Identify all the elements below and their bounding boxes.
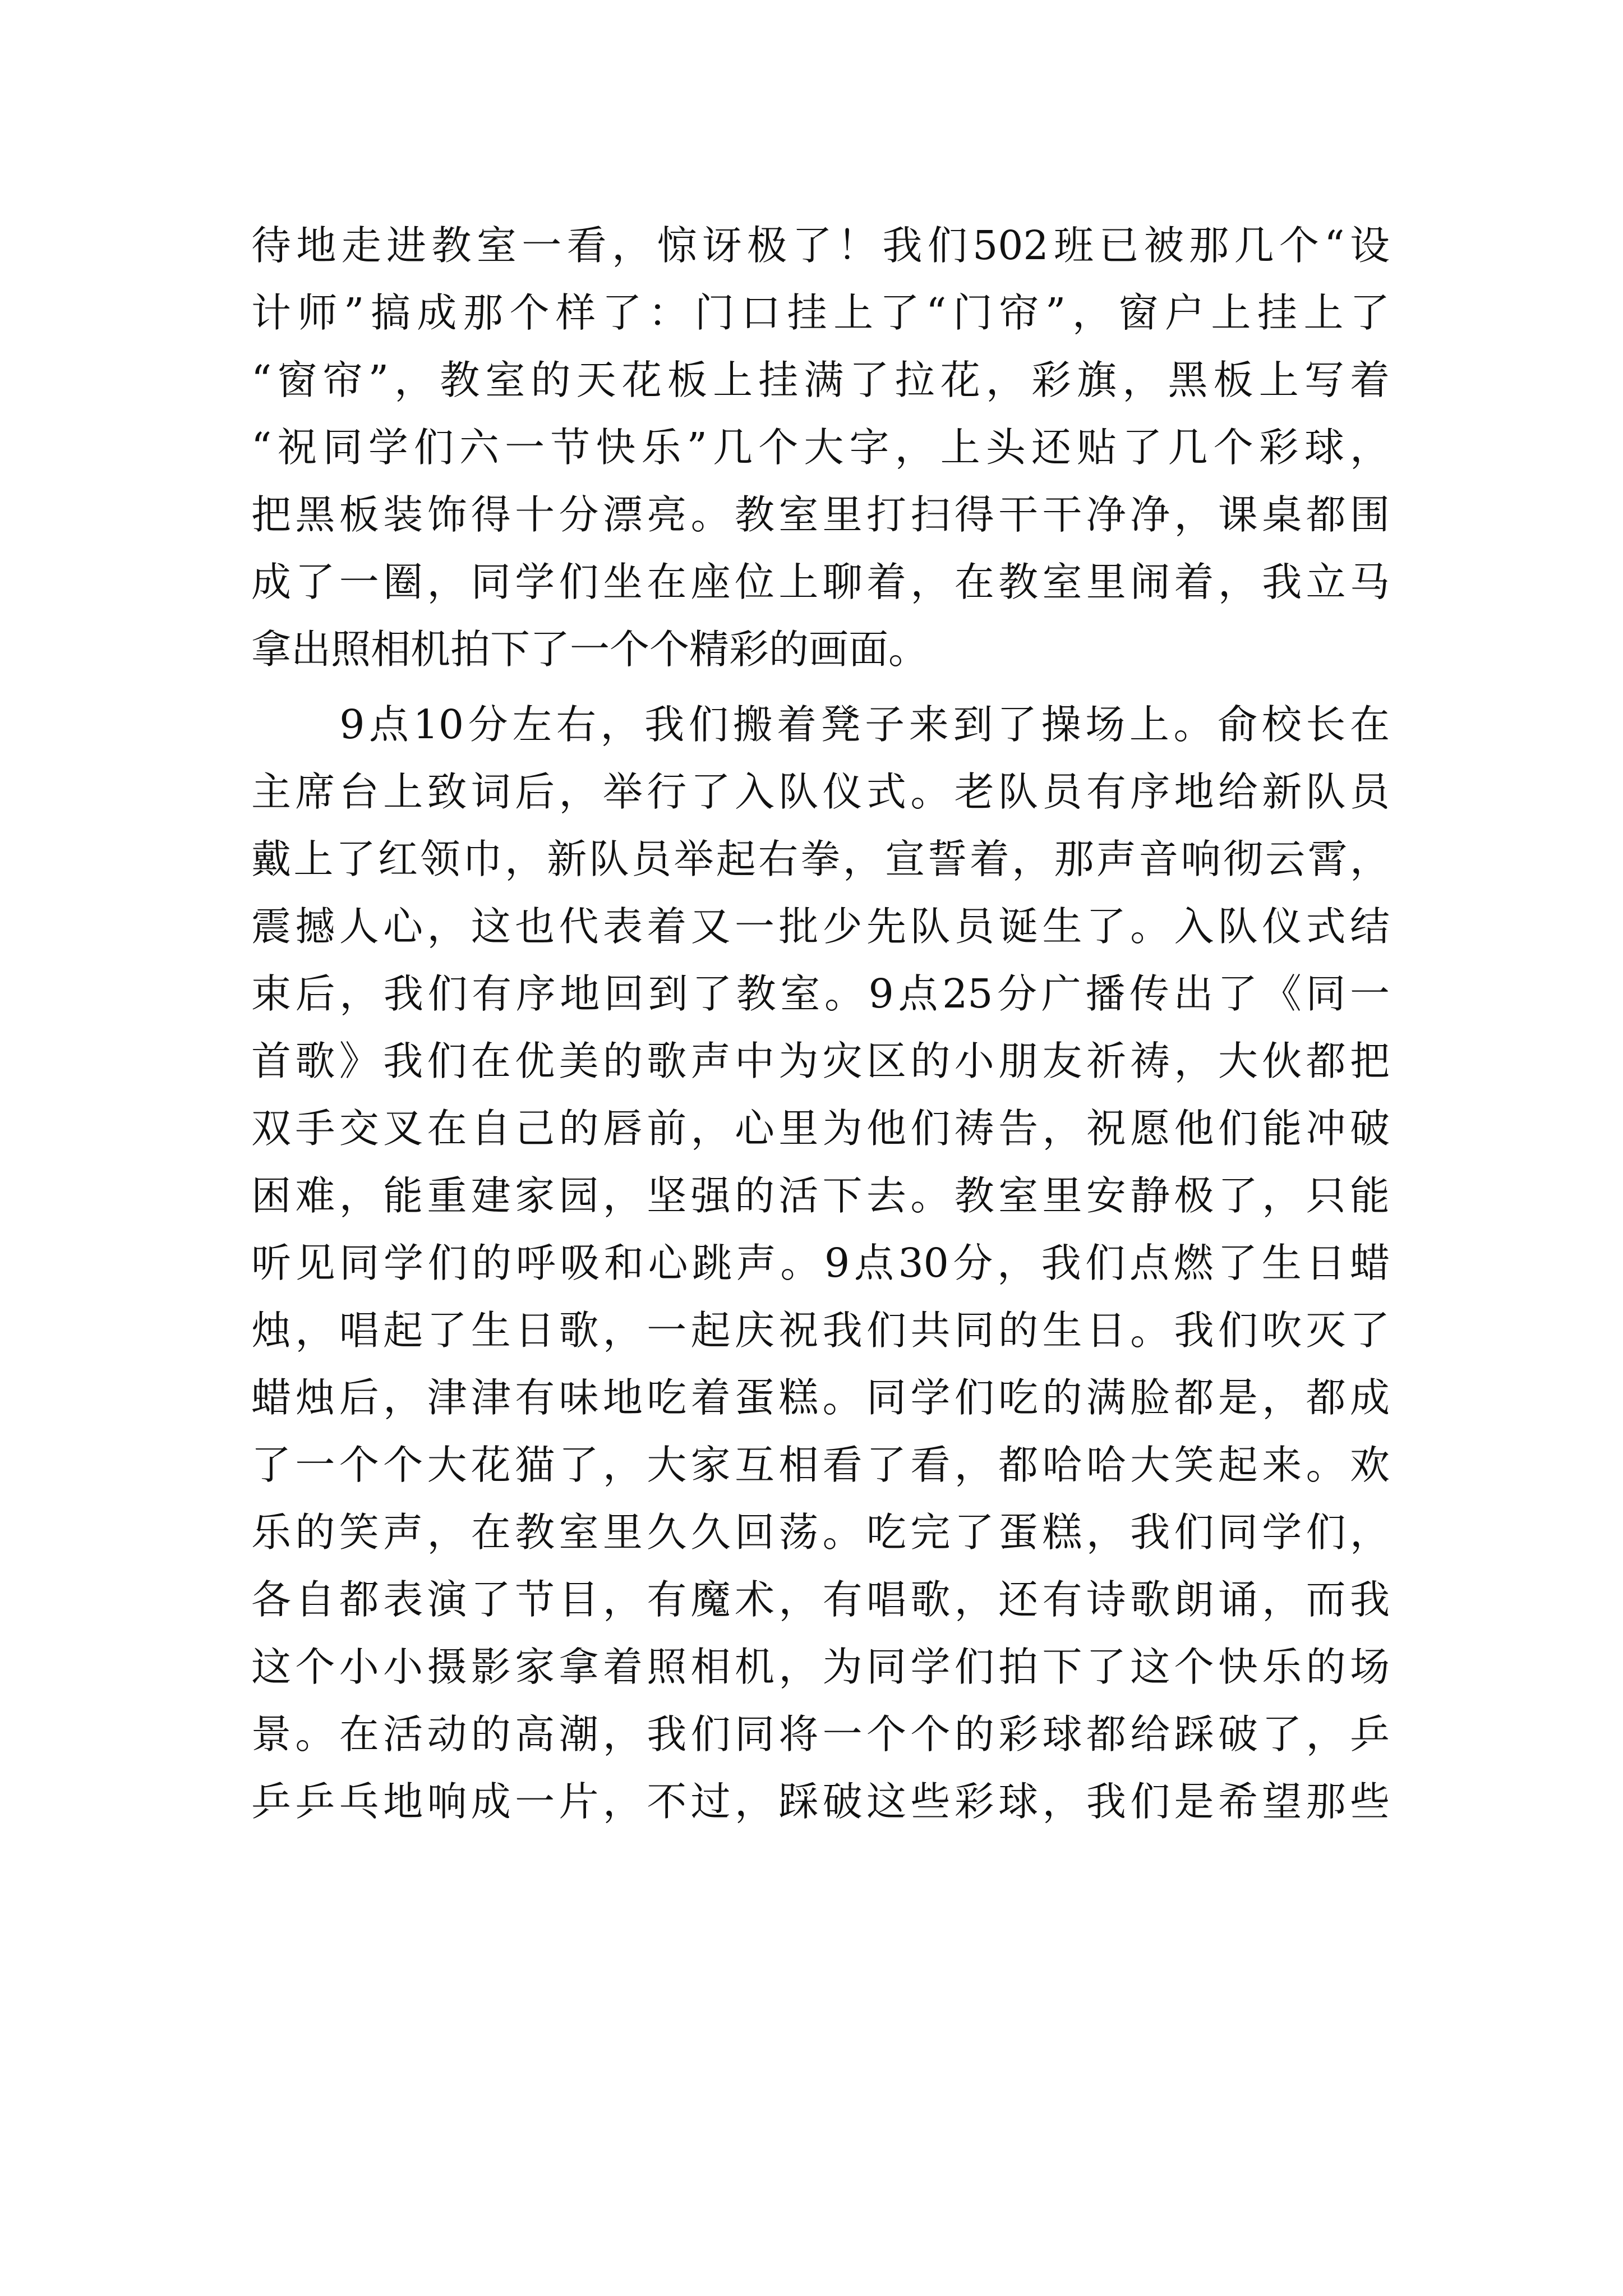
text-line: 戴上了红领巾，新队员举起右拳，宣誓着，那声音响彻云霄， [251,836,1390,882]
text-line: 双手交叉在自己的唇前，心里为他们祷告，祝愿他们能冲破 [251,1105,1390,1152]
text-line: 束后，我们有序地回到了教室。9点25分广播传出了《同一 [251,970,1390,1017]
text-line: 震撼人心，这也代表着又一批少先队员诞生了。入队仪式结 [251,903,1390,950]
text-line: 各自都表演了节目，有魔术，有唱歌，还有诗歌朗诵，而我 [251,1576,1390,1623]
text-line: 拿出照相机拍下了一个个精彩的画面。 [251,626,929,673]
text-line: 9点10分左右，我们搬着凳子来到了操场上。俞校长在 [251,701,1390,748]
text-line: 计师”搞成那个样了：门口挂上了“门帘”，窗户上挂上了 [251,289,1390,336]
text-line: 乐的笑声，在教室里久久回荡。吃完了蛋糕，我们同学们， [251,1509,1390,1556]
text-line: 蜡烛后，津津有味地吃着蛋糕。同学们吃的满脸都是，都成 [251,1374,1390,1421]
text-line: 成了一圈，同学们坐在座位上聊着，在教室里闹着，我立马 [251,559,1390,605]
text-line: 困难，能重建家园，坚强的活下去。教室里安静极了，只能 [251,1172,1390,1219]
body-text [251,212,1390,1903]
text-line: 烛，唱起了生日歌，一起庆祝我们共同的生日。我们吹灭了 [251,1307,1390,1354]
paragraph-1 [251,212,1390,683]
paragraph-2 [251,691,1390,1903]
text-line: 待地走进教室一看，惊讶极了！我们502班已被那几个“设 [251,222,1390,269]
text-line [251,1835,1390,1903]
text-line: 景。在活动的高潮，我们同将一个个的彩球都给踩破了，乒 [251,1711,1390,1757]
text-line: 了一个个大花猫了，大家互相看了看，都哈哈大笑起来。欢 [251,1442,1390,1488]
text-line: 首歌》我们在优美的歌声中为灾区的小朋友祈祷，大伙都把 [251,1038,1390,1084]
text-line: 把黑板装饰得十分漂亮。教室里打扫得干干净净，课桌都围 [251,491,1390,538]
paragraph-spacer [251,683,1390,691]
text-line: “窗帘”，教室的天花板上挂满了拉花，彩旗，黑板上写着 [251,357,1390,403]
text-line: 这个小小摄影家拿着照相机，为同学们拍下了这个快乐的场 [251,1644,1390,1690]
text-line: 主席台上致词后，举行了入队仪式。老队员有序地给新队员 [251,769,1390,815]
text-line: 乒乒乓地响成一片，不过，踩破这些彩球，我们是希望那些 [251,1778,1390,1825]
text-line: 听见同学们的呼吸和心跳声。9点30分，我们点燃了生日蜡 [251,1240,1390,1286]
text-line: “祝同学们六一节快乐”几个大字，上头还贴了几个彩球， [251,424,1390,471]
